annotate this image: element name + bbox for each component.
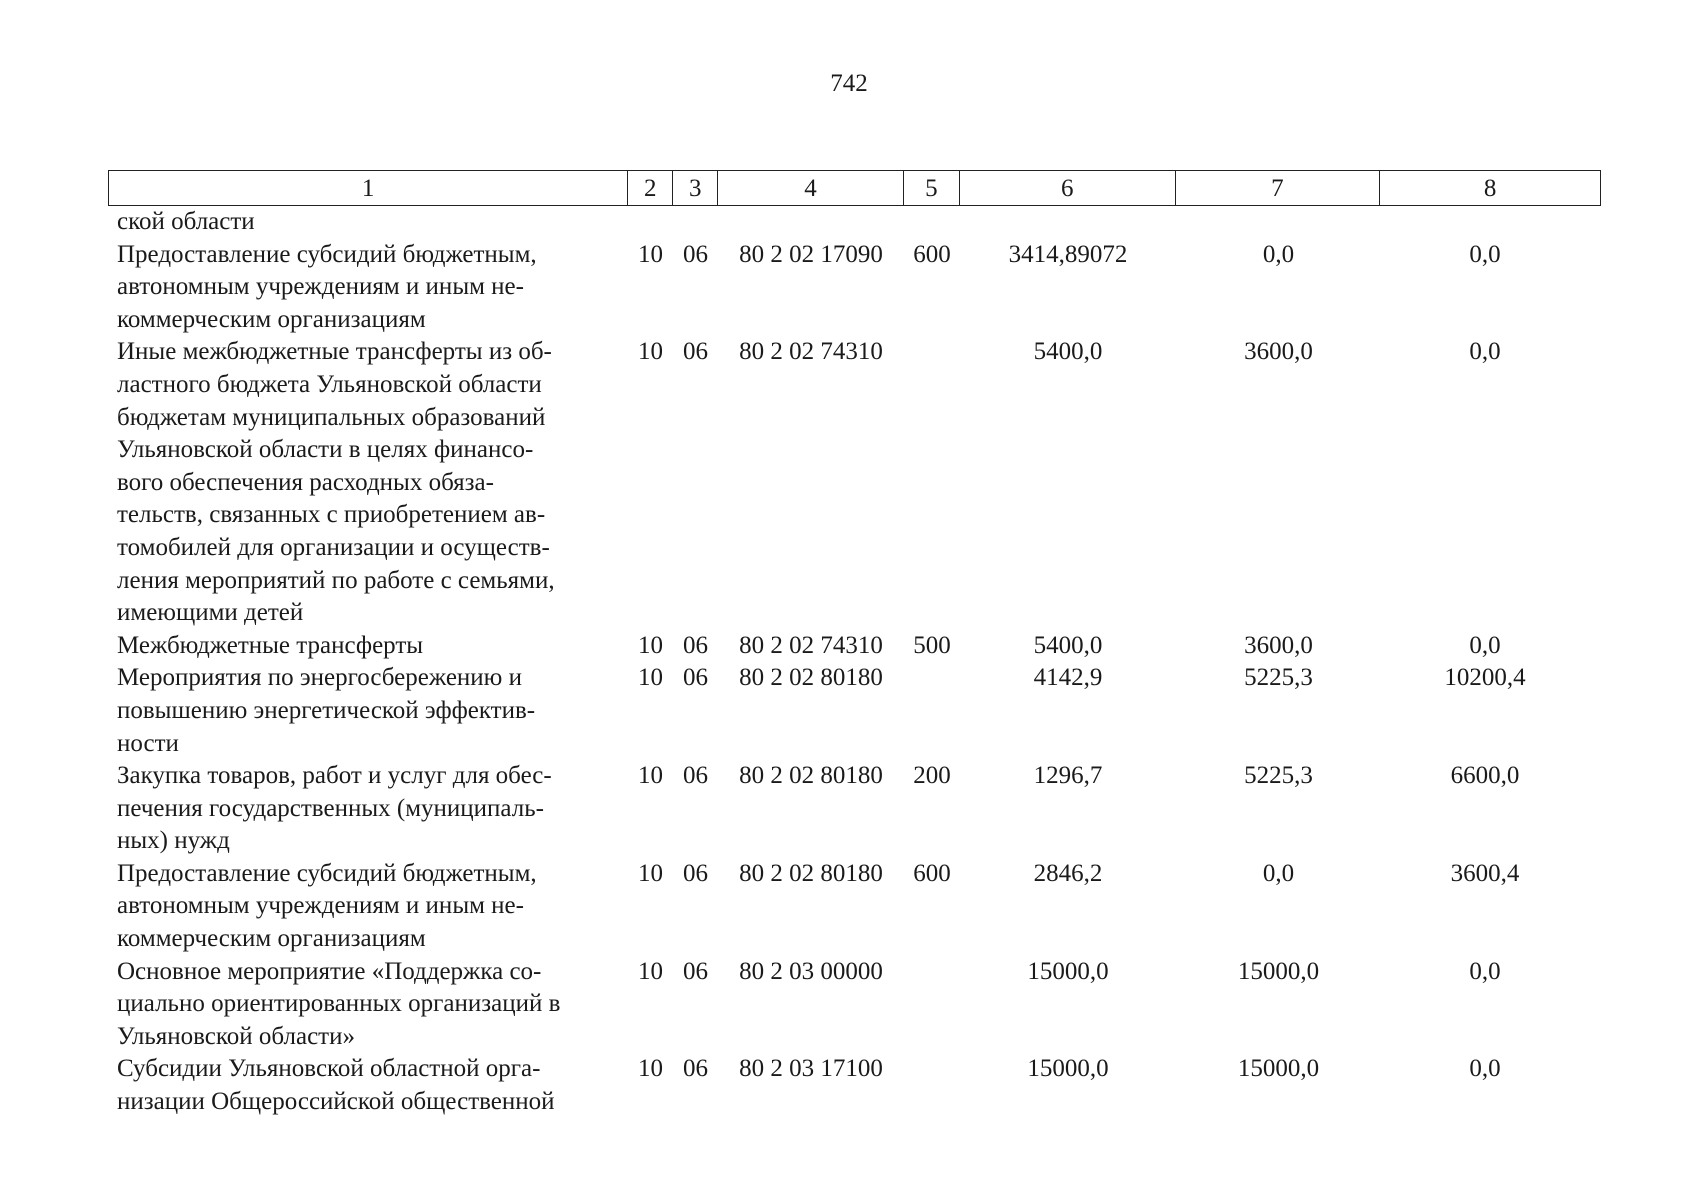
cell-amount-col6: 5400,0	[1033, 338, 1103, 366]
description-line: Межбюджетные трансферты	[117, 631, 424, 659]
description-line: ных) нужд	[117, 827, 230, 855]
cell-expense-type: 600	[913, 859, 951, 887]
cell-target-article: 80 2 02 74310	[739, 338, 883, 366]
header-col-1: 1	[109, 171, 628, 205]
description-line: ластного бюджета Ульяновской области	[117, 370, 542, 398]
description-line: Ульяновской области»	[117, 1022, 355, 1050]
description-line: томобилей для организации и осуществ-	[117, 533, 550, 561]
description-line: Ульяновской области в целях финансо-	[117, 436, 534, 464]
header-col-3: 3	[673, 171, 718, 205]
cell-expense-type: 200	[913, 762, 951, 790]
row-description	[108, 662, 628, 760]
cell-target-article: 80 2 02 17090	[739, 240, 883, 268]
cell-section: 10	[638, 664, 663, 692]
table-row	[108, 760, 1601, 858]
table-row	[108, 336, 1601, 629]
description-line: повышению энергетической эффектив-	[117, 696, 536, 724]
cell-section: 10	[638, 1055, 663, 1083]
description-line: автономным учреждениям и иным не-	[117, 273, 524, 301]
description-line: Субсидии Ульяновской областной орга-	[117, 1055, 541, 1083]
cell-amount-col8: 0,0	[1469, 338, 1501, 366]
table-body	[108, 206, 1601, 1119]
description-line: Предоставление субсидий бюджетным,	[117, 859, 537, 887]
cell-subsection: 06	[683, 240, 708, 268]
description-line: тельств, связанных с приобретением ав-	[117, 501, 546, 529]
cell-amount-col6: 15000,0	[1027, 957, 1109, 985]
row-description	[108, 630, 628, 663]
cell-amount-col7: 5225,3	[1244, 664, 1313, 692]
cell-subsection: 06	[683, 957, 708, 985]
cell-section: 10	[638, 762, 663, 790]
cell-amount-col7: 3600,0	[1244, 631, 1313, 659]
description-line: коммерческим организациям	[117, 925, 426, 953]
cell-amount-col7: 15000,0	[1237, 1055, 1320, 1083]
row-description	[108, 206, 628, 239]
cell-section: 10	[638, 338, 663, 366]
cell-amount-col7: 15000,0	[1237, 957, 1320, 985]
cell-amount-col6: 2846,2	[1033, 859, 1103, 887]
cell-subsection: 06	[683, 664, 708, 692]
cell-target-article: 80 2 02 80180	[739, 762, 883, 790]
description-line: Предоставление субсидий бюджетным,	[117, 240, 537, 268]
table-header	[108, 170, 1601, 206]
header-col-4: 4	[718, 171, 904, 205]
row-description	[108, 1053, 628, 1118]
cell-section: 10	[638, 631, 663, 659]
description-line: Закупка товаров, работ и услуг для обес-	[117, 762, 552, 790]
cell-subsection: 06	[683, 1055, 708, 1083]
cell-amount-col8: 0,0	[1469, 631, 1501, 659]
description-line: ления мероприятий по работе с семьями,	[117, 566, 555, 594]
cell-amount-col6: 15000,0	[1027, 1055, 1109, 1083]
table-row	[108, 662, 1601, 760]
cell-section: 10	[638, 240, 663, 268]
header-col-7: 7	[1176, 171, 1381, 205]
description-line: низации Общероссийской общественной	[117, 1088, 555, 1116]
description-line: печения государственных (муниципаль-	[117, 794, 544, 822]
row-description	[108, 336, 628, 629]
cell-amount-col6: 4142,9	[1033, 664, 1103, 692]
cell-subsection: 06	[683, 631, 708, 659]
cell-target-article: 80 2 02 74310	[739, 631, 883, 659]
page-number: 742	[830, 70, 868, 97]
description-line: ности	[117, 729, 179, 757]
header-col-8: 8	[1483, 175, 1497, 202]
cell-amount-col7: 0,0	[1262, 240, 1295, 268]
description-line: Иные межбюджетные трансферты из об-	[117, 338, 552, 366]
cell-target-article: 80 2 03 00000	[739, 957, 883, 985]
cell-subsection: 06	[683, 338, 708, 366]
row-description	[108, 956, 628, 1054]
cell-target-article: 80 2 02 80180	[739, 859, 883, 887]
cell-target-article: 80 2 02 80180	[739, 664, 883, 692]
row-description	[108, 760, 628, 858]
table-row	[108, 630, 1601, 663]
cell-amount-col6: 3414,89072	[1008, 240, 1128, 268]
cell-amount-col6: 5400,0	[1033, 631, 1103, 659]
cell-amount-col7: 5225,3	[1244, 762, 1313, 790]
table-row	[108, 956, 1601, 1054]
cell-subsection: 06	[683, 859, 708, 887]
cell-amount-col7: 3600,0	[1244, 338, 1313, 366]
cell-amount-col8: 0,0	[1469, 957, 1501, 985]
description-line: коммерческим организациям	[117, 305, 426, 333]
description-line: ской области	[117, 208, 255, 235]
cell-subsection: 06	[683, 762, 708, 790]
cell-amount-col8: 3600,4	[1450, 859, 1520, 887]
cell-target-article: 80 2 03 17100	[739, 1055, 883, 1083]
description-line: вого обеспечения расходных обяза-	[117, 468, 494, 496]
row-description	[108, 858, 628, 956]
description-line: Основное мероприятие «Поддержка со-	[117, 957, 542, 985]
cell-amount-col8: 0,0	[1469, 1055, 1501, 1083]
description-line: бюджетам муниципальных образований	[117, 403, 546, 431]
row-description	[108, 239, 628, 337]
cell-amount-col8: 10200,4	[1444, 664, 1526, 692]
table-row	[108, 858, 1601, 956]
header-col-6: 6	[960, 171, 1176, 205]
description-line: автономным учреждениям и иным не-	[117, 892, 524, 920]
cell-amount-col6: 1296,7	[1033, 762, 1103, 790]
header-col-2: 2	[628, 171, 673, 205]
table-row	[108, 206, 1601, 239]
table-row	[108, 239, 1601, 337]
description-line: циально ориентированных организаций в	[117, 990, 561, 1018]
header-col-5: 5	[904, 171, 960, 205]
cell-expense-type: 500	[913, 631, 951, 659]
cell-expense-type: 600	[913, 240, 951, 268]
cell-amount-col8: 6600,0	[1450, 762, 1520, 790]
description-line: Мероприятия по энергосбережению и	[117, 664, 522, 692]
table-row	[108, 1053, 1601, 1118]
cell-section: 10	[638, 957, 663, 985]
cell-amount-col7: 0,0	[1262, 859, 1295, 887]
cell-amount-col8: 0,0	[1469, 240, 1501, 268]
description-line: имеющими детей	[117, 599, 304, 627]
cell-section: 10	[638, 859, 663, 887]
